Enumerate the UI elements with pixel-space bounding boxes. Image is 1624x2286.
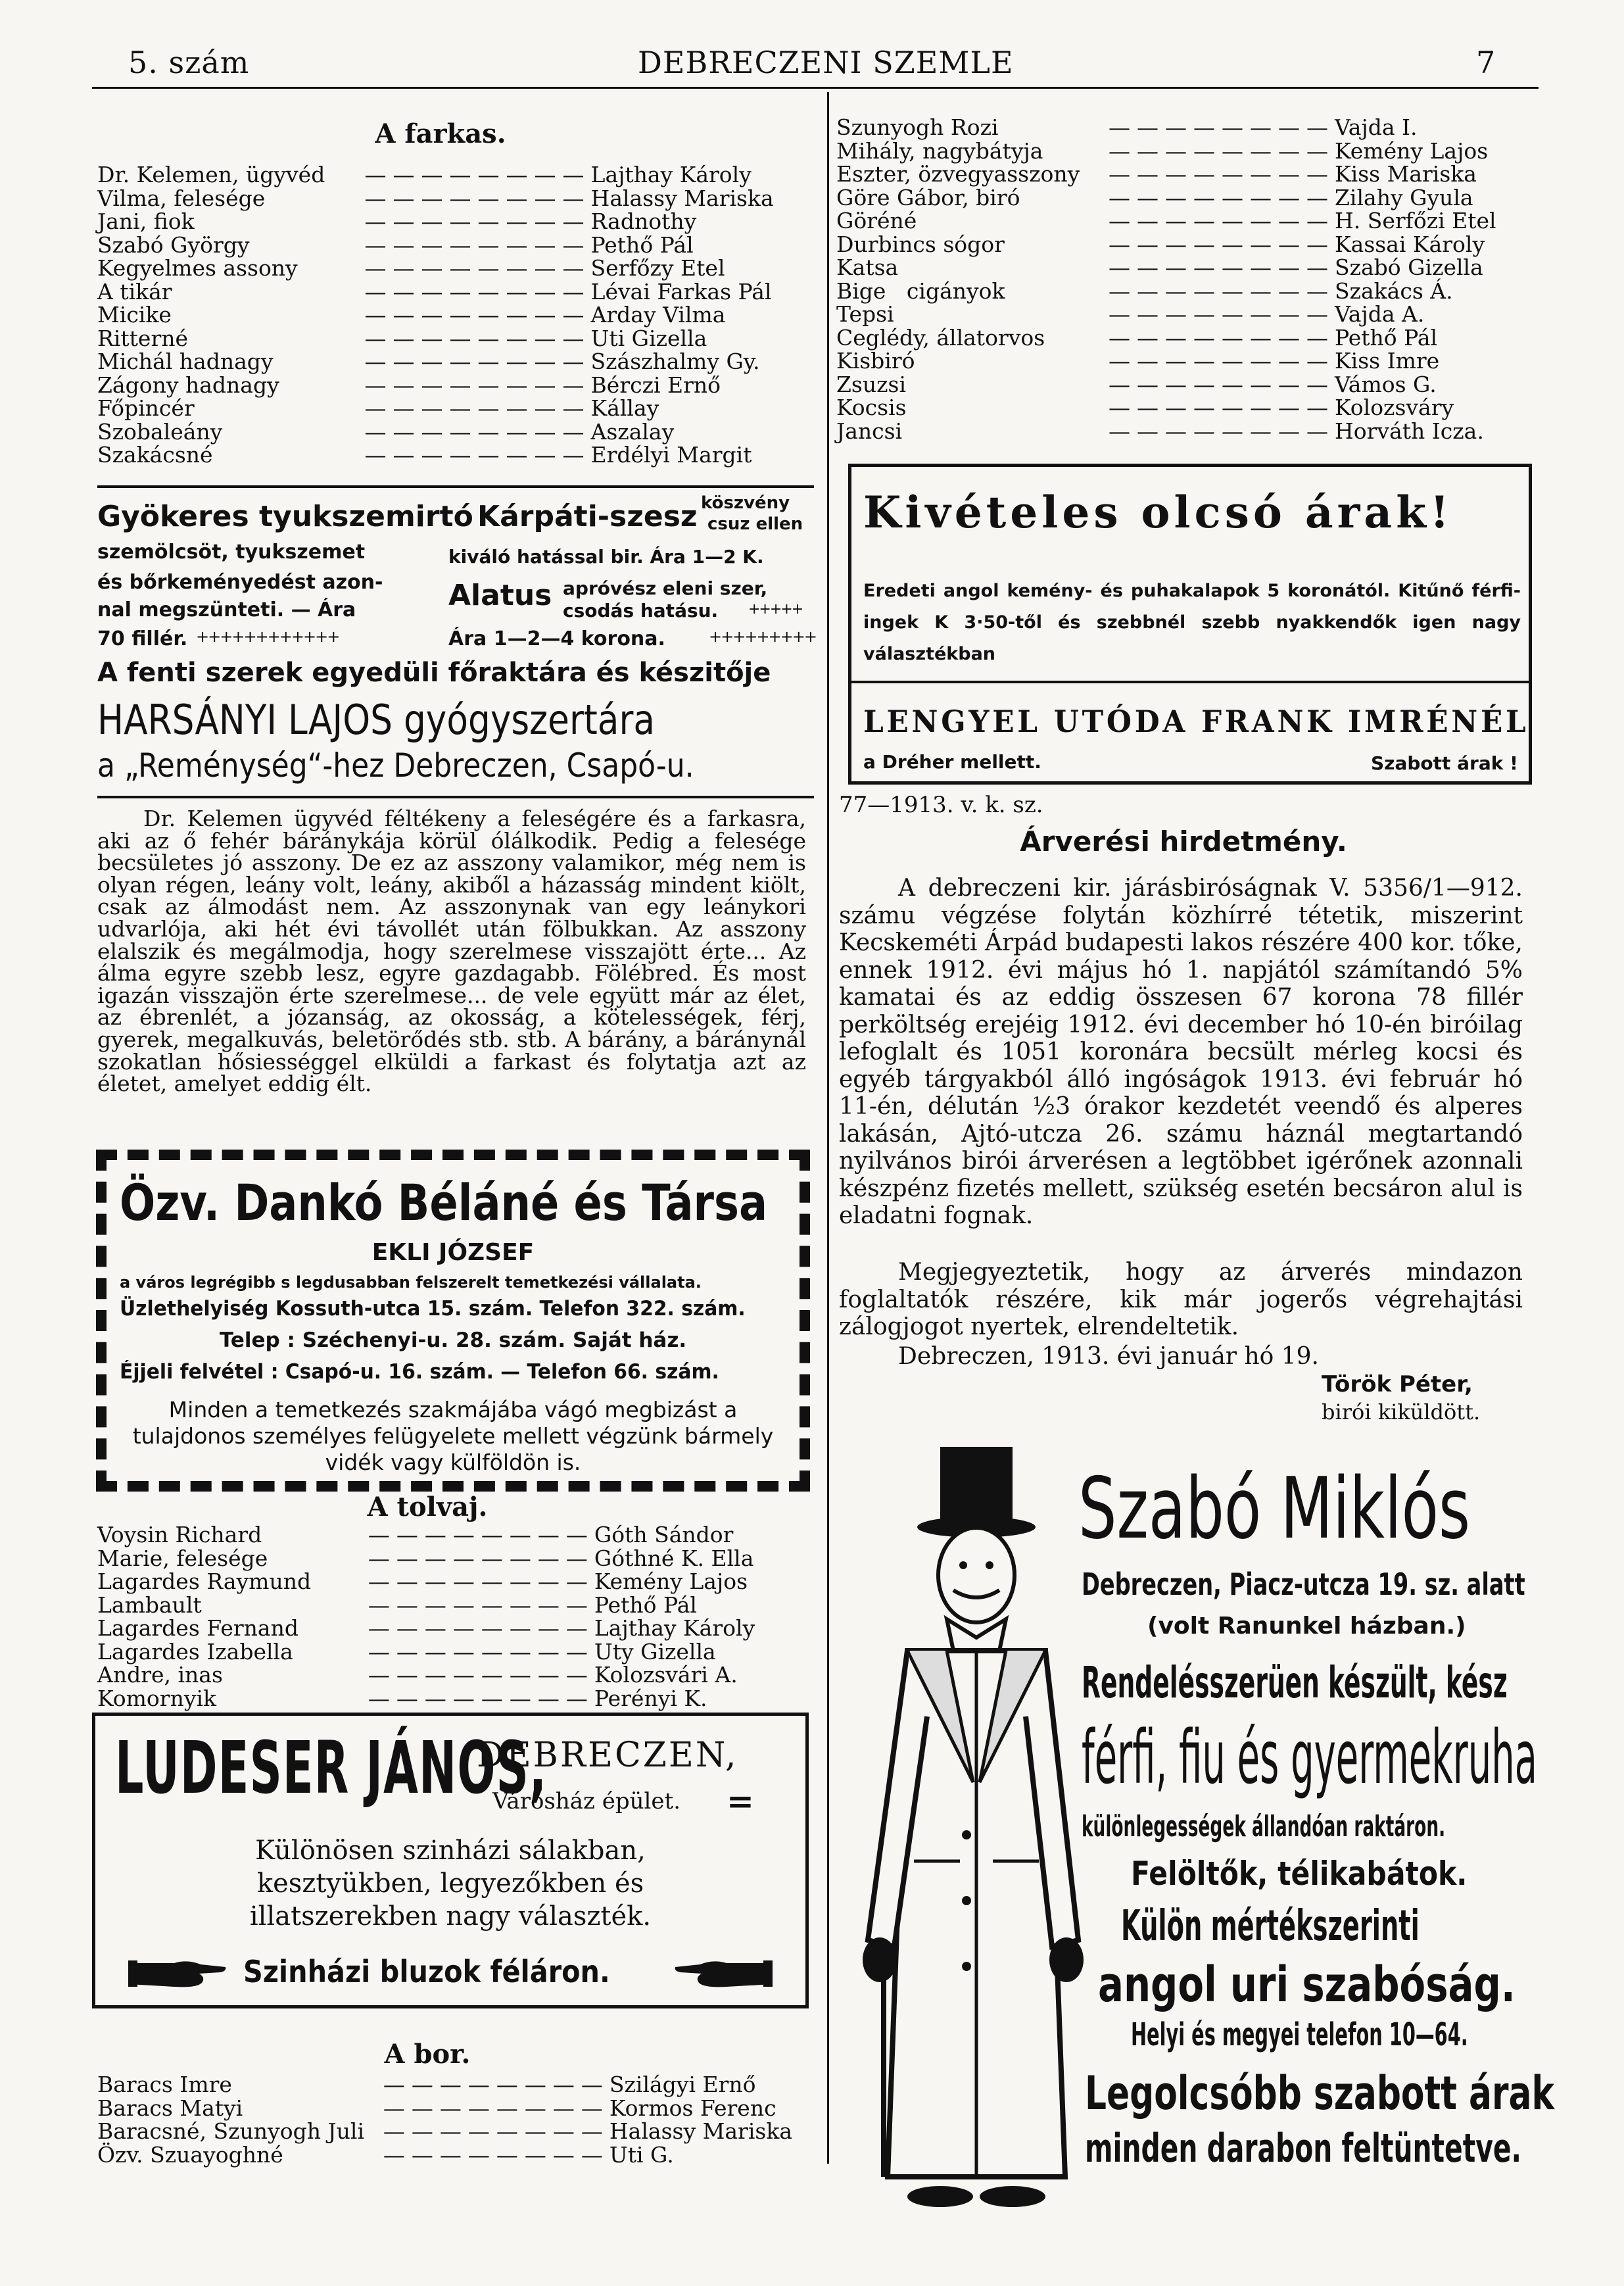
ad-headline-2: Kárpáti-szesz (477, 500, 698, 533)
szabo-line-2: (volt Ranunkel házban.) (1147, 1613, 1466, 1640)
cast-row: Tepsi ———————— Vajda A. (836, 301, 1425, 327)
ornament-row: +++++ (748, 601, 803, 618)
cast-row: Göréné ———————— H. Serfőzi Etel (836, 208, 1496, 233)
auction-date: Debreczen, 1913. évi január hó 19. (898, 1343, 1320, 1370)
kiveteles-address: a Dréher mellett. (863, 751, 1041, 773)
cast-row: Szunyogh Rozi ———————— Vajda I. (836, 114, 1418, 140)
cast-row: Szobaleány ———————— Aszalay (97, 418, 675, 445)
danko-line-4: Éjjeli felvétel : Csapó-u. 16. szám. — Telefon 66. szám. (120, 1360, 719, 1384)
case-ref: 77—1913. v. k. sz. (839, 792, 1043, 818)
ad-subscript: csuz ellen (707, 514, 803, 534)
farkas-cast (97, 163, 802, 467)
bor-title: A bor. (384, 2039, 471, 2070)
cast-row: Ritterné ———————— Uti Gizella (97, 325, 707, 351)
cast-row: Andre, inas ———————— Kolozsvári A. (97, 1662, 738, 1688)
auction-body: A debreczeni kir. járásbiróságnak V. 5356/1—912. számu végzése folytán közhírré tétetik, miszerint Kecskeméti Árpád budapesti lakos részére 400 kor. tőke, ennek 1912. évi május hó 1. napjától számítandó 5% kamatai és az eddig összesen 67 korona 78 fillér perköltség erejéig 1912. évi december hó 10-én biróilag lefoglalt és 1051 koronára becsült mérleg kocsi és egyéb tárgyakból álló ingóságok 1913. évi február hó 11-én, délután ½3 órakor kezdetét veendő és alperes lakásán, Ajtó-utcza 26. számu háznál megtartandó nyilvános birói árverésen a legtöbbet igérőnek azonnali készpénz fizetés mellett, szükség esetén becsáron alul is eladatni fognak. (839, 875, 1523, 1229)
farkas-title: A farkas. (375, 118, 506, 149)
kiveteles-text: Eredeti angol kemény- és puhakalapok 5 koronától. Kitűnő férfi-ingek K 3·50-től és szebbnél szebb nyakkendők igen nagy választékban (863, 581, 1521, 664)
ornament-row: ++++++++++++ (196, 627, 339, 646)
cast-row: Vilma, felesége ———————— Halassy Mariska (97, 185, 774, 211)
auction-signer: Török Péter, (1322, 1371, 1473, 1398)
ad-line-4: 70 fillér. (97, 627, 188, 650)
cast-row: Durbincs sógor ———————— Kassai Károly (836, 231, 1485, 257)
szabo-line-11: minden darabon feltüntetve. (1085, 2126, 1521, 2172)
danko-line-3: Telep : Széchenyi-u. 28. szám. Saját ház. (219, 1328, 687, 1352)
kiveteles-title: Kivételes olcsó árak! (863, 487, 1453, 538)
auction-title: Árverési hirdetmény. (1020, 825, 1347, 858)
ad-line-3: nal megszünteti. — Ára (97, 598, 356, 621)
cast-row: Jani, fiok ———————— Radnothy (97, 208, 697, 234)
column-divider (827, 92, 829, 2164)
blouse-offer: Szinházi bluzok féláron. (243, 1954, 610, 1989)
issue-number: 5. szám (128, 45, 250, 80)
cast-row: Marie, felesége ———————— Góthné K. Ella (97, 1545, 754, 1571)
ludeser-equals: = (727, 1782, 754, 1820)
cast-row: Jancsi ———————— Horváth Icza. (836, 418, 1484, 444)
gentleman-coat-illustration (842, 1440, 1091, 2216)
szabo-name: Szabó Miklós (1078, 1460, 1471, 1558)
cast-row: Baracs Imre ———————— Szilágyi Ernő (97, 2072, 756, 2097)
cast-row: Eszter, özvegyasszony ———————— Kiss Mariska (836, 161, 1477, 187)
kiveteles-shop: LENGYEL UTÓDA FRANK IMRÉNÉL (863, 704, 1529, 739)
cast-row: Dr. Kelemen, ügyvéd ———————— Lajthay Károly (97, 162, 752, 187)
szabo-line-1: Debreczen, Piacz-utcza 19. sz. alatt (1082, 1567, 1525, 1602)
pointing-hand-icon (674, 1954, 773, 1991)
cast-row: Lambault ———————— Pethő Pál (97, 1592, 697, 1618)
cast-row: Baracs Matyi ———————— Kormos Ferenc (97, 2095, 776, 2121)
right-cast (836, 116, 1512, 443)
ad-superscript: köszvény (701, 493, 790, 513)
ludeser-city: DEBRECZEN, (477, 1736, 738, 1775)
cast-row: A tikár ———————— Lévai Farkas Pál (97, 278, 772, 304)
ad-line-1: szemölcsöt, tyukszemet (97, 541, 366, 564)
ad-rule-bottom (97, 796, 814, 798)
cast-row: Katsa ———————— Szabó Gizella (836, 255, 1483, 280)
cast-row: Kegyelmes assony ———————— Serfőzy Etel (97, 255, 725, 281)
cast-row: Szabó György ———————— Pethő Pál (97, 231, 694, 258)
alatus-price: Ára 1—2—4 korona. (448, 627, 665, 650)
cast-row: Kisbiró ———————— Kiss Imre (836, 348, 1440, 374)
szabo-line-10: Legolcsóbb szabott árak (1085, 2066, 1554, 2120)
szabo-line-8: angol uri szabóság. (1098, 1957, 1516, 2013)
danko-subtitle: EKLI JÓZSEF (371, 1239, 535, 1266)
cast-row: Voysin Richard ———————— Góth Sándor (97, 1522, 734, 1547)
review-text: Dr. Kelemen ügyvéd féltékeny a feleségére és a farkasra, aki az ő fehér báránykája körül ólálkodik. Pedig a felesége becsületes jó asszony. De ez az asszony valamikor, még nem is olyan régen, leány volt, leány, akiből a házasság mindent kiölt, csak az álmodást nem. Az asszonynak van egy leánykori udvarlója, aki hét évi távollét után fölbukkan. Az asszony elalszik és megálmodja, hogy szerelmese visszajött érte... Az álma egyre szebb lesz, egyre gazdagabb. Fölébred. És most igazán visszajön érte szerelmese... de vele együtt már az élet, az ébrenlét, a józanság, az okosság, a kötelességek, férj, gyerek, megalkuvás, beletörődés stb. stb. A bárány, a báránynál szokatlan hősiességgel elküldi a farkast és folytatja azt az életet, amelyet eddig élt. (97, 806, 806, 1097)
cast-row: Mihály, nagybátyja ———————— Kemény Lajos (836, 137, 1489, 164)
alatus-line-b: csodás hatásu. (563, 600, 719, 621)
cast-row: Komornyik ———————— Perényi K. (97, 1685, 707, 1711)
cast-row: Özv. Szuayoghné ———————— Uti G. (97, 2141, 674, 2168)
ad-line-5: A fenti szerek egyedüli főraktára és készitője (97, 658, 771, 688)
cast-row: Lagardes Raymund ———————— Kemény Lajos (97, 1569, 748, 1594)
szabo-line-3: Rendelésszerüen készült, kész (1082, 1657, 1508, 1708)
journal-title: DEBRECZENI SZEMLE (638, 45, 1014, 80)
cast-row: Zsuzsi ———————— Vámos G. (836, 371, 1437, 397)
pharmacy-name: HARSÁNYI LAJOS gyógyszertára (97, 696, 656, 744)
ornament-row: +++++++++ (709, 627, 816, 646)
szabo-line-9: Helyi és megyei telefon 10—64. (1131, 2016, 1468, 2053)
danko-line-1: a város legrégibb s legdusabban felszerelt temetkezési vállalata. (120, 1273, 702, 1292)
kiveteles-rule (851, 681, 1529, 683)
danko-ad (96, 1150, 810, 1492)
danko-line-2: Üzlethelyiség Kossuth-utca 15. szám. Telefon 322. szám. (120, 1297, 746, 1321)
bor-cast (97, 2073, 802, 2166)
alatus-heading: Alatus (448, 579, 552, 612)
cast-row: Micike ———————— Arday Vilma (97, 302, 726, 328)
ad-line-1b: kiváló hatással bir. Ára 1—2 K. (448, 546, 764, 568)
cast-row: Lagardes Fernand ———————— Lajthay Károly (97, 1615, 755, 1641)
pharmacy-address: a „Reménység“-hez Debreczen, Csapó-u. (97, 746, 694, 785)
cast-row: Bige cigányok ———————— Szakács Á. (836, 278, 1453, 304)
cast-row: Kocsis ———————— Kolozsváry (836, 395, 1454, 420)
header-rule (92, 87, 1539, 89)
danko-line-5: Minden a temetkezés szakmájába vágó megbizást a tulajdonos személyes felügyelete mellett végzünk bármely vidék vagy külföldön is. (132, 1397, 774, 1475)
szabo-line-4: férfi, fiu és gyermekruha (1082, 1715, 1537, 1801)
ad-line-2: és bőrkeményedést azon- (97, 571, 383, 594)
szabo-line-6: Felöltők, télikabátok. (1131, 1855, 1468, 1893)
cast-row: Lagardes Izabella ———————— Uty Gizella (97, 1638, 716, 1665)
cast-row: Baracsné, Szunyogh Juli ———————— Halassy Mariska (97, 2118, 792, 2144)
ludeser-name: LUDESER JÁNOS, (115, 1726, 548, 1810)
alatus-line-a: apróvész eleni szer, (563, 577, 768, 599)
cast-row: Ceglédy, állatorvos ———————— Pethő Pál (836, 324, 1438, 351)
pointing-hand-icon (128, 1954, 227, 1991)
tolvaj-title: A tolvaj. (367, 1492, 488, 1522)
ludeser-place: Városház épület. (492, 1788, 681, 1814)
danko-title: Özv. Dankó Béláné és Társa (120, 1173, 768, 1232)
cast-row: Főpincér ———————— Kállay (97, 395, 659, 421)
ad-headline-1: Gyökeres tyukszemirtó (97, 500, 473, 533)
tolvaj-cast (97, 1523, 802, 1710)
cast-row: Michál hadnagy ———————— Szászhalmy Gy. (97, 349, 760, 374)
ad-rule-top (97, 485, 814, 488)
kiveteles-fixed-price: Szabott árak ! (1371, 752, 1518, 774)
ludeser-ad (92, 1713, 809, 2008)
page-number: 7 (1476, 45, 1496, 80)
auction-note: Megjegyeztetik, hogy az árverés mindazon foglaltatók részére, kik már jogerős végrehajtási zálogjogot nyertek, elrendeltetik. (839, 1259, 1523, 1340)
szabo-line-7: Külön mértékszerinti (1121, 1902, 1420, 1951)
cast-row: Göre Gábor, biró ———————— Zilahy Gyula (836, 184, 1473, 210)
kiveteles-ad (848, 464, 1532, 785)
harsanyi-ad (97, 493, 814, 796)
cast-row: Szakácsné ———————— Erdélyi Margit (97, 442, 752, 468)
ludeser-line-1: Különösen szinházi sálakban, (255, 1836, 646, 1866)
szabo-line-5: különlegességek állandóan raktáron. (1082, 1810, 1446, 1843)
auction-signer-title: birói kiküldött. (1322, 1399, 1481, 1424)
cast-row: Zágony hadnagy ———————— Bérczi Ernő (97, 372, 721, 398)
ludeser-line-3: illatszerekben nagy választék. (249, 1901, 652, 1932)
ludeser-line-2: kesztyükben, legyezőkben és (256, 1868, 644, 1899)
